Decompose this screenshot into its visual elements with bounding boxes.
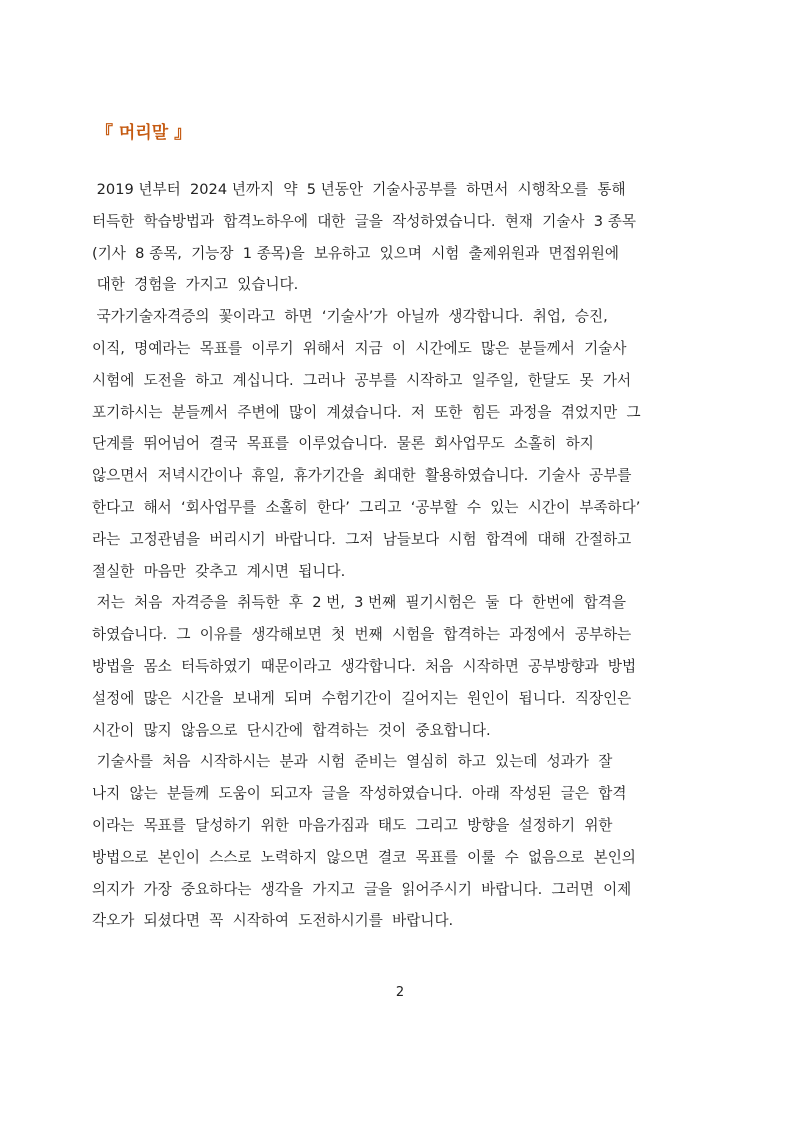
text-line: 이직, 명예라는 목표를 이루기 위해서 지금 이 시간에도 많은 분들께서 기술사 [92,339,627,357]
text-line: 대한 경험을 가지고 있습니다. [92,276,299,294]
text-line: 저는 처음 자격증을 취득한 후 2 번, 3 번째 필기시험은 둘 다 한번에 합격을 [92,594,626,612]
text-line: 방법을 몸소 터득하였기 때문이라고 생각합니다. 처음 시작하면 공부방향과 방법 [92,657,637,675]
text-line: 한다고 해서 ‘회사업무를 소홀히 한다’ 그리고 ‘공부할 수 있는 시간이 부족하다’ [92,498,641,516]
text-line: 방법으로 본인이 스스로 노력하지 않으면 결코 목표를 이룰 수 없음으로 본인의 [92,848,636,866]
text-line: 절실한 마음만 갖추고 계시면 됩니다. [92,562,346,580]
text-line: 국가기술자격증의 꽃이라고 하면 ‘기술사’가 아닐까 생각합니다. 취업, 승진, [92,308,608,326]
text-line: 의지가 가장 중요하다는 생각을 가지고 글을 읽어주시기 바랍니다. 그러면 이제 [92,880,632,898]
text-line: 2019 년부터 2024 년까지 약 5 년동안 기술사공부를 하면서 시행착오를 통해 [92,181,626,198]
text-line: 기술사를 처음 시작하시는 분과 시험 준비는 열심히 하고 있는데 성과가 잘 [92,753,613,771]
text-line: 이라는 목표를 달성하기 위한 마음가짐과 태도 그리고 방향을 설정하기 위한 [92,816,613,834]
text-line: 않으면서 저녁시간이나 휴일, 휴가기간을 최대한 활용하였습니다. 기술사 공부를 [92,467,632,485]
text-line: 시간이 많지 않음으로 단시간에 합격하는 것이 중요합니다. [92,721,491,739]
section-heading: 『 머리말 』 [96,123,192,143]
text-line: 하였습니다. 그 이유를 생각해보면 첫 번째 시험을 합격하는 과정에서 공부하는 [92,626,632,644]
text-line: 시험에 도전을 하고 계십니다. 그러나 공부를 시작하고 일주일, 한달도 못 가서 [92,371,632,389]
text-line: 단계를 뛰어넘어 결국 목표를 이루었습니다. 물론 회사업무도 소홀히 하지 [92,435,594,453]
text-line: 라는 고정관념을 버리시기 바랍니다. 그저 남들보다 시험 합격에 대해 간절하고 [92,530,632,548]
text-line: 터득한 학습방법과 합격노하우에 대한 글을 작성하였습니다. 현재 기술사 3 종목 [92,212,636,230]
text-line: 각오가 되셨다면 꼭 시작하여 도전하시기를 바랍니다. [92,912,454,930]
text-line: 나지 않는 분들께 도움이 되고자 글을 작성하였습니다. 아래 작성된 글은 합격 [92,785,627,803]
page-number: 2 [395,985,405,1000]
text-line: (기사 8 종목, 기능장 1 종목)을 보유하고 있으며 시험 출제위원과 면접위원에 [92,244,619,262]
preface-body [92,174,712,937]
text-line: 설정에 많은 시간을 보내게 되며 수험기간이 길어지는 원인이 됩니다. 직장인은 [92,689,632,707]
text-line: 포기하시는 분들께서 주변에 많이 계셨습니다. 저 또한 힘든 과정을 겪었지만 그 [92,403,641,421]
